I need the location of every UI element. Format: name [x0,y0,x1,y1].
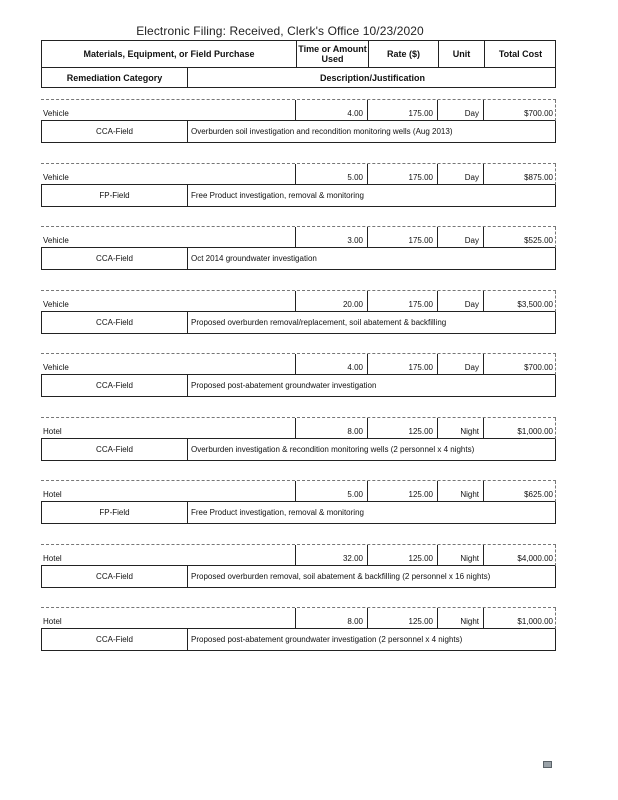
row-cost-line [41,417,556,439]
remediation-category: CCA-Field [96,571,133,581]
item-unit: Day [437,354,483,375]
item-name: Hotel [43,490,62,499]
remediation-category: CCA-Field [96,444,133,454]
item-total: $4,000.00 [483,545,556,566]
item-unit: Day [437,100,483,121]
table-row [41,480,556,524]
table-row [41,99,556,143]
item-name: Hotel [43,553,62,563]
item-total: $700.00 [483,354,556,375]
row-cost-line [41,353,556,375]
item-total: $625.00 [483,481,556,502]
item-rate: 175.00 [367,227,437,248]
header-description: Description/Justification [187,68,557,87]
header-category: Remediation Category [66,72,163,83]
item-name: Vehicle [43,109,69,118]
item-name: Vehicle [43,236,69,245]
remediation-category: CCA-Field [96,317,133,327]
justification-text: Proposed overburden removal/replacement, soil abatement & backfilling [187,312,556,333]
item-total: $1,000.00 [483,418,556,439]
item-name: Vehicle [43,299,69,309]
item-unit: Night [437,481,483,502]
row-cost-line [41,544,556,566]
row-cost-line [41,163,556,185]
item-unit: Night [437,608,483,629]
row-justification-line [41,375,556,397]
item-rate: 125.00 [367,481,437,502]
item-name: Vehicle [43,172,69,182]
row-justification-line [41,312,556,334]
item-unit: Night [437,418,483,439]
item-unit: Night [437,545,483,566]
item-quantity: 8.00 [295,608,367,629]
item-quantity: 5.00 [295,481,367,502]
header-rate: Rate ($) [368,41,438,67]
header-unit: Unit [438,41,484,67]
row-cost-line [41,99,556,121]
item-total: $700.00 [483,100,556,121]
row-justification-line [41,185,556,207]
item-rate: 175.00 [367,291,437,312]
header-time: Time or Amount Used [296,41,368,67]
table-subheader [41,68,556,88]
item-rate: 175.00 [367,354,437,375]
table-row [41,163,556,207]
remediation-category: CCA-Field [96,381,133,390]
justification-text: Free Product investigation, removal & monitoring [187,185,556,206]
remediation-category: CCA-Field [96,127,133,136]
row-cost-line [41,226,556,248]
item-total: $875.00 [483,164,556,185]
filing-stamp: Electronic Filing: Received, Clerk's Office 10/23/2020 [136,24,424,38]
row-justification-line [41,629,556,651]
page-marker-icon [543,761,552,768]
justification-text: Proposed post-abatement groundwater investigation (2 personnel x 4 nights) [187,629,556,650]
item-quantity: 3.00 [295,227,367,248]
item-rate: 125.00 [367,418,437,439]
table-row [41,607,556,651]
item-name: Hotel [43,426,62,436]
row-justification-line [41,121,556,143]
item-total: $1,000.00 [483,608,556,629]
item-quantity: 20.00 [295,291,367,312]
row-cost-line [41,607,556,629]
item-total: $3,500.00 [483,291,556,312]
justification-text: Overburden soil investigation and recondition monitoring wells (Aug 2013) [187,121,556,142]
remediation-category: FP-Field [99,508,130,517]
item-quantity: 8.00 [295,418,367,439]
table-header [41,40,556,68]
item-quantity: 32.00 [295,545,367,566]
table-row [41,544,556,588]
item-unit: Day [437,164,483,185]
item-rate: 175.00 [367,164,437,185]
justification-text: Oct 2014 groundwater investigation [187,248,556,269]
header-total: Total Cost [484,41,556,67]
item-quantity: 5.00 [295,164,367,185]
item-unit: Day [437,291,483,312]
header-materials: Materials, Equipment, or Field Purchase [83,49,255,59]
item-rate: 175.00 [367,100,437,121]
row-justification-line [41,566,556,588]
row-cost-line [41,290,556,312]
row-justification-line [41,439,556,461]
item-quantity: 4.00 [295,100,367,121]
remediation-category: CCA-Field [96,254,133,263]
item-quantity: 4.00 [295,354,367,375]
item-rate: 125.00 [367,608,437,629]
row-justification-line [41,502,556,524]
table-row [41,417,556,461]
table-row [41,290,556,334]
justification-text: Overburden investigation & recondition monitoring wells (2 personnel x 4 nights) [187,439,556,460]
row-justification-line [41,248,556,270]
remediation-category: CCA-Field [96,635,133,644]
table-row [41,353,556,397]
row-cost-line [41,480,556,502]
item-rate: 125.00 [367,545,437,566]
justification-text: Proposed post-abatement groundwater investigation [187,375,556,396]
item-unit: Day [437,227,483,248]
item-total: $525.00 [483,227,556,248]
table-row [41,226,556,270]
justification-text: Free Product investigation, removal & monitoring [187,502,556,523]
item-name: Hotel [43,617,62,626]
item-name: Vehicle [43,363,69,372]
justification-text: Proposed overburden removal, soil abatement & backfilling (2 personnel x 16 nights) [187,566,556,587]
remediation-category: FP-Field [99,190,130,200]
